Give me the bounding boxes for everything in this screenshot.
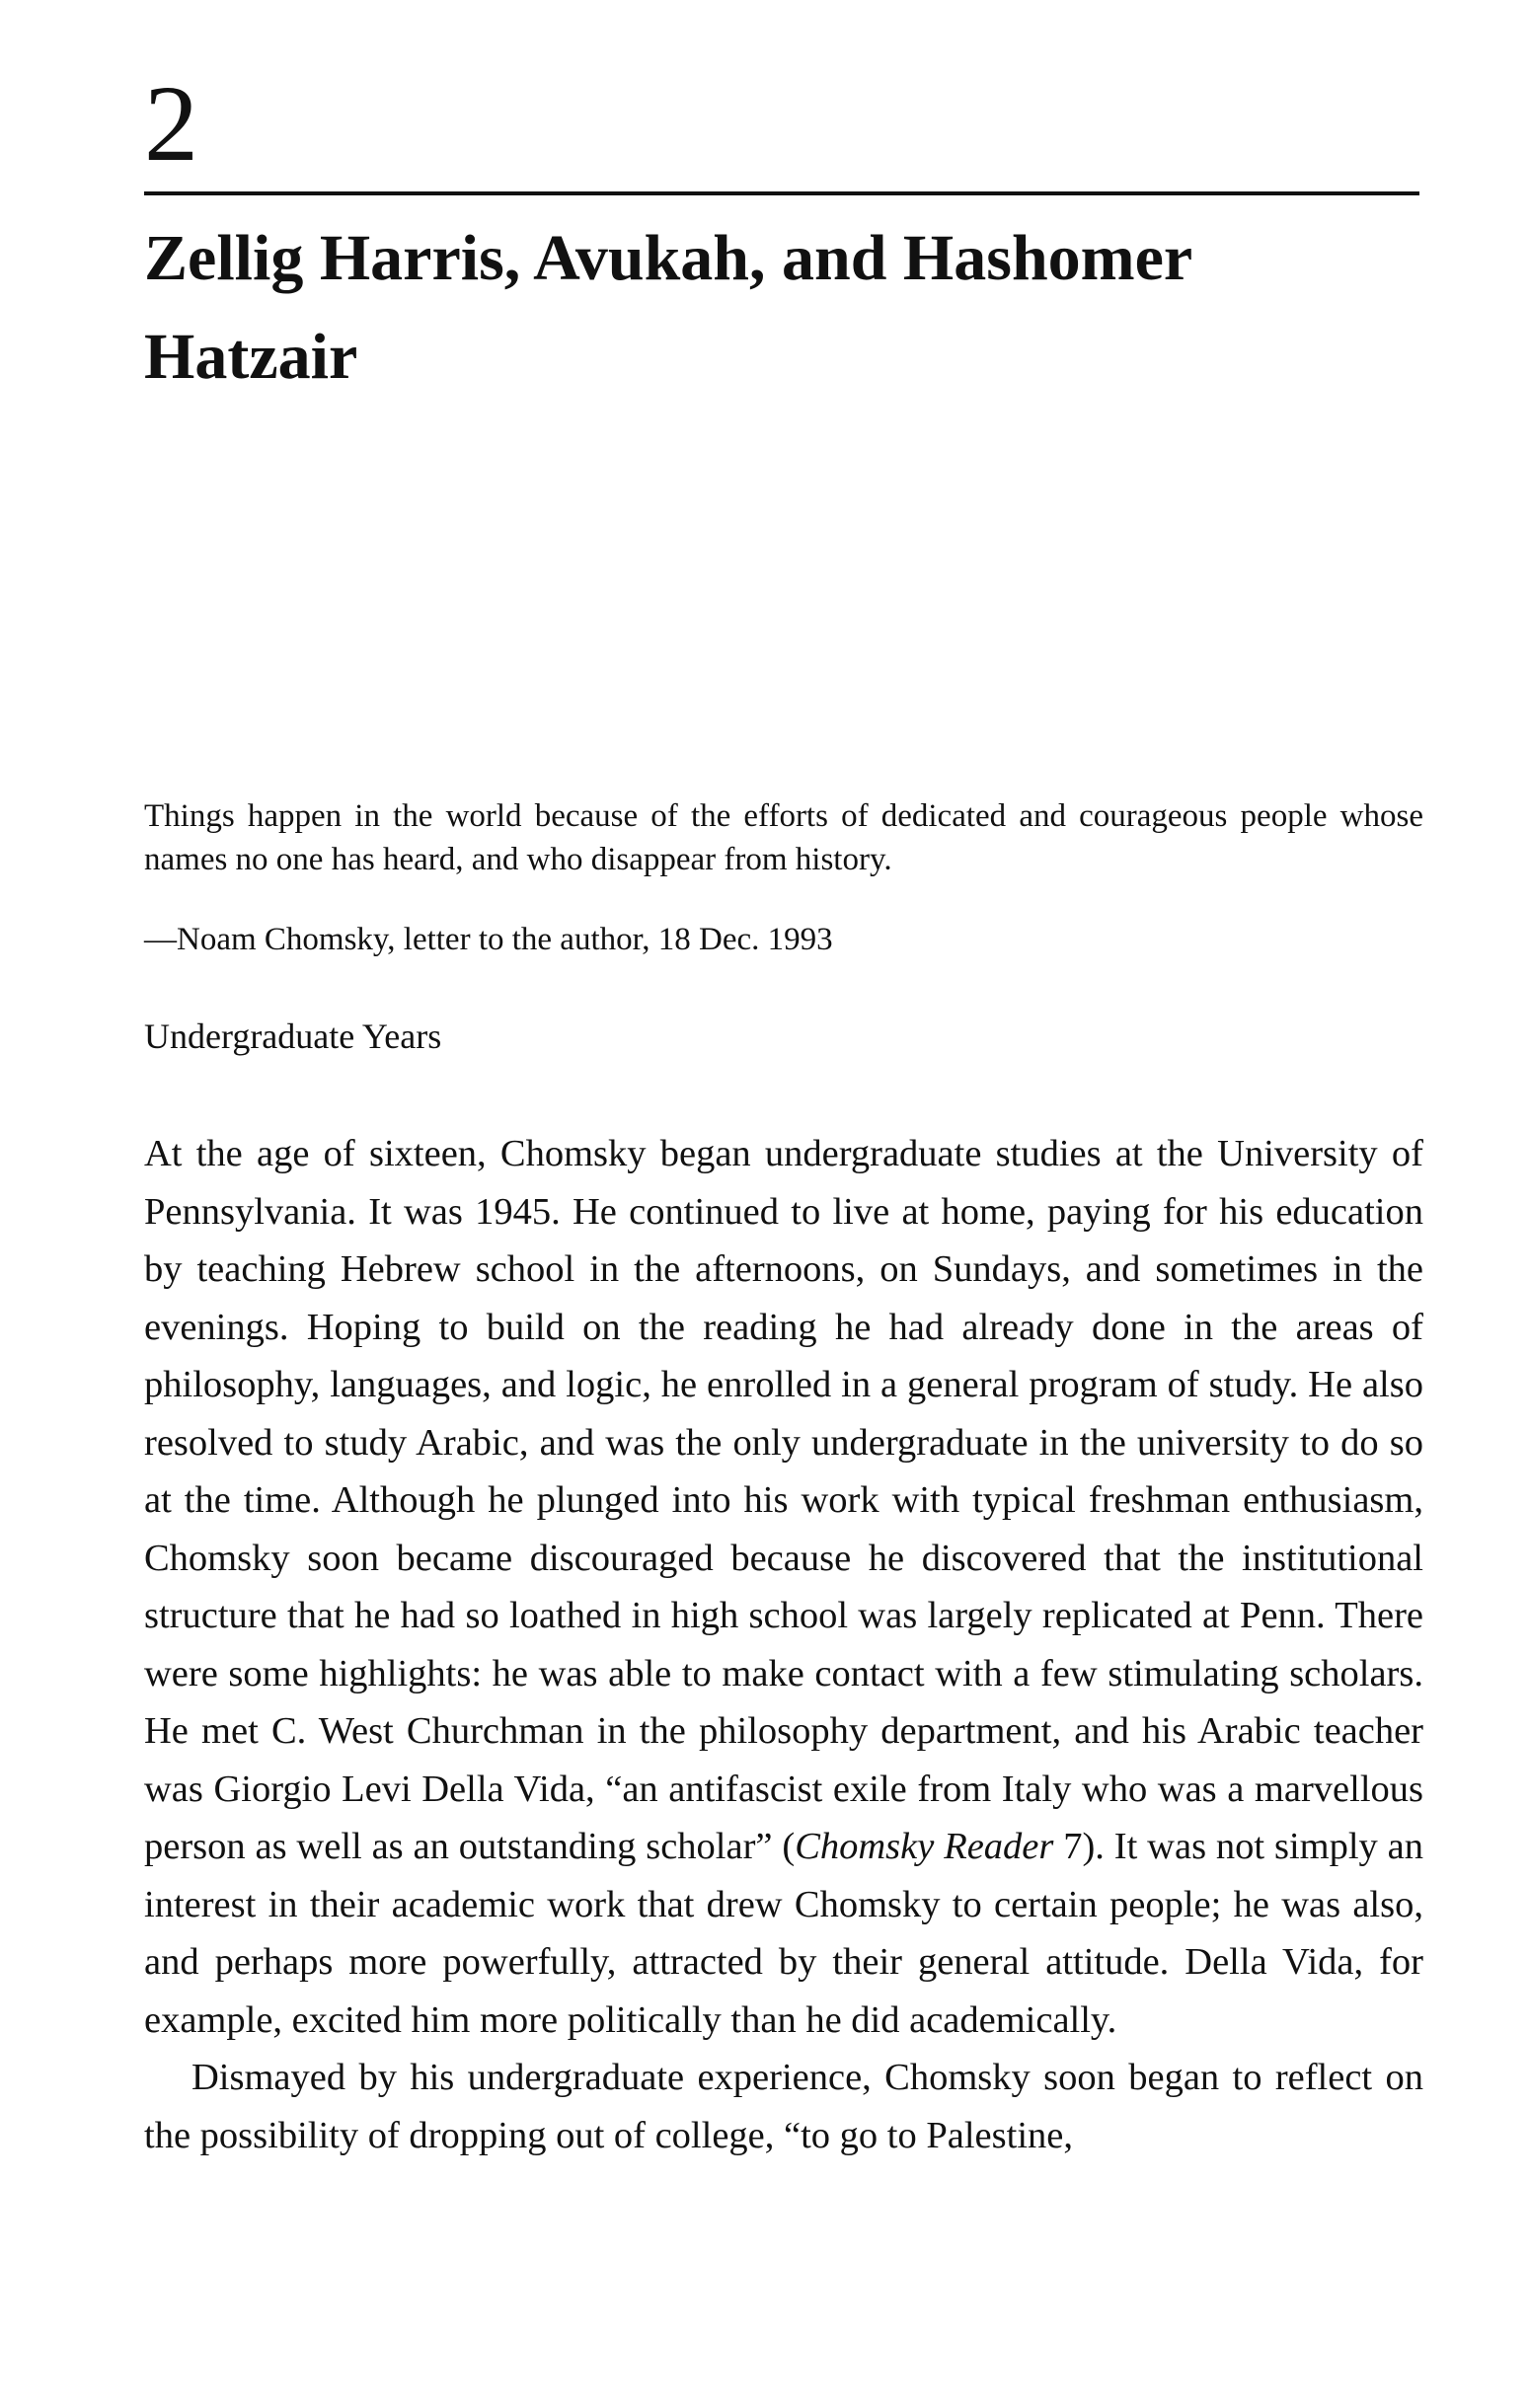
epigraph-quote: Things happen in the world because of the efforts of dedicated and courageous people whose names no one has heard, and who disappear from history.: [144, 798, 1423, 877]
paragraph-2: Dismayed by his undergraduate experience, Chomsky soon began to reflect on the possibility of dropping out of college, “to go to Palestine,: [144, 2057, 1423, 2156]
body-text: [144, 1125, 1423, 2164]
section-heading: Undergraduate Years: [144, 1016, 442, 1056]
paragraph-1-text-start: At the age of sixteen, Chomsky began undergraduate studies at the University of Pennsylvania. It was 1945. He continued to live at home, paying for his education by teaching Hebrew school in the afternoons, on Sundays, and sometimes in the evenings. Hoping to build on the reading he had already done in the areas of philosophy, languages, and logic, he enrolled in a general program of study. He also resolved to study Arabic, and was the only undergraduate in the university to do so at the time. Although he plunged into his work with typical freshman enthusiasm, Chomsky soon became discouraged because he discovered that the institutional structure that he had so loathed in high school was largely replicated at Penn. There were some highlights: he was able to make contact with a few stimulating scholars. He met C. West Churchman in the philosophy department, and his Arabic teacher was Giorgio Levi Della Vida, “an antifascist exile from Italy who was a marvellous person as well as an outstanding scholar” (: [144, 1133, 1423, 1867]
paragraph-1-text-end: 7). It was not simply an interest in their academic work that drew Chomsky to certain people; he was also, and perhaps more powerfully, attracted by their general attitude. Della Vida, for example, excited him more politically than he did academically.: [144, 1826, 1423, 2041]
chapter-rule-divider: [144, 191, 1419, 195]
book-title-italic: Chomsky Reader: [795, 1826, 1054, 1867]
epigraph-attribution: —Noam Chomsky, letter to the author, 18 Dec. 1993: [144, 922, 833, 957]
paragraph-1: [144, 1125, 1423, 2049]
chapter-number: 2: [144, 63, 198, 184]
chapter-title: Zellig Harris, Avukah, and Hashomer Hatzair: [144, 222, 1192, 393]
